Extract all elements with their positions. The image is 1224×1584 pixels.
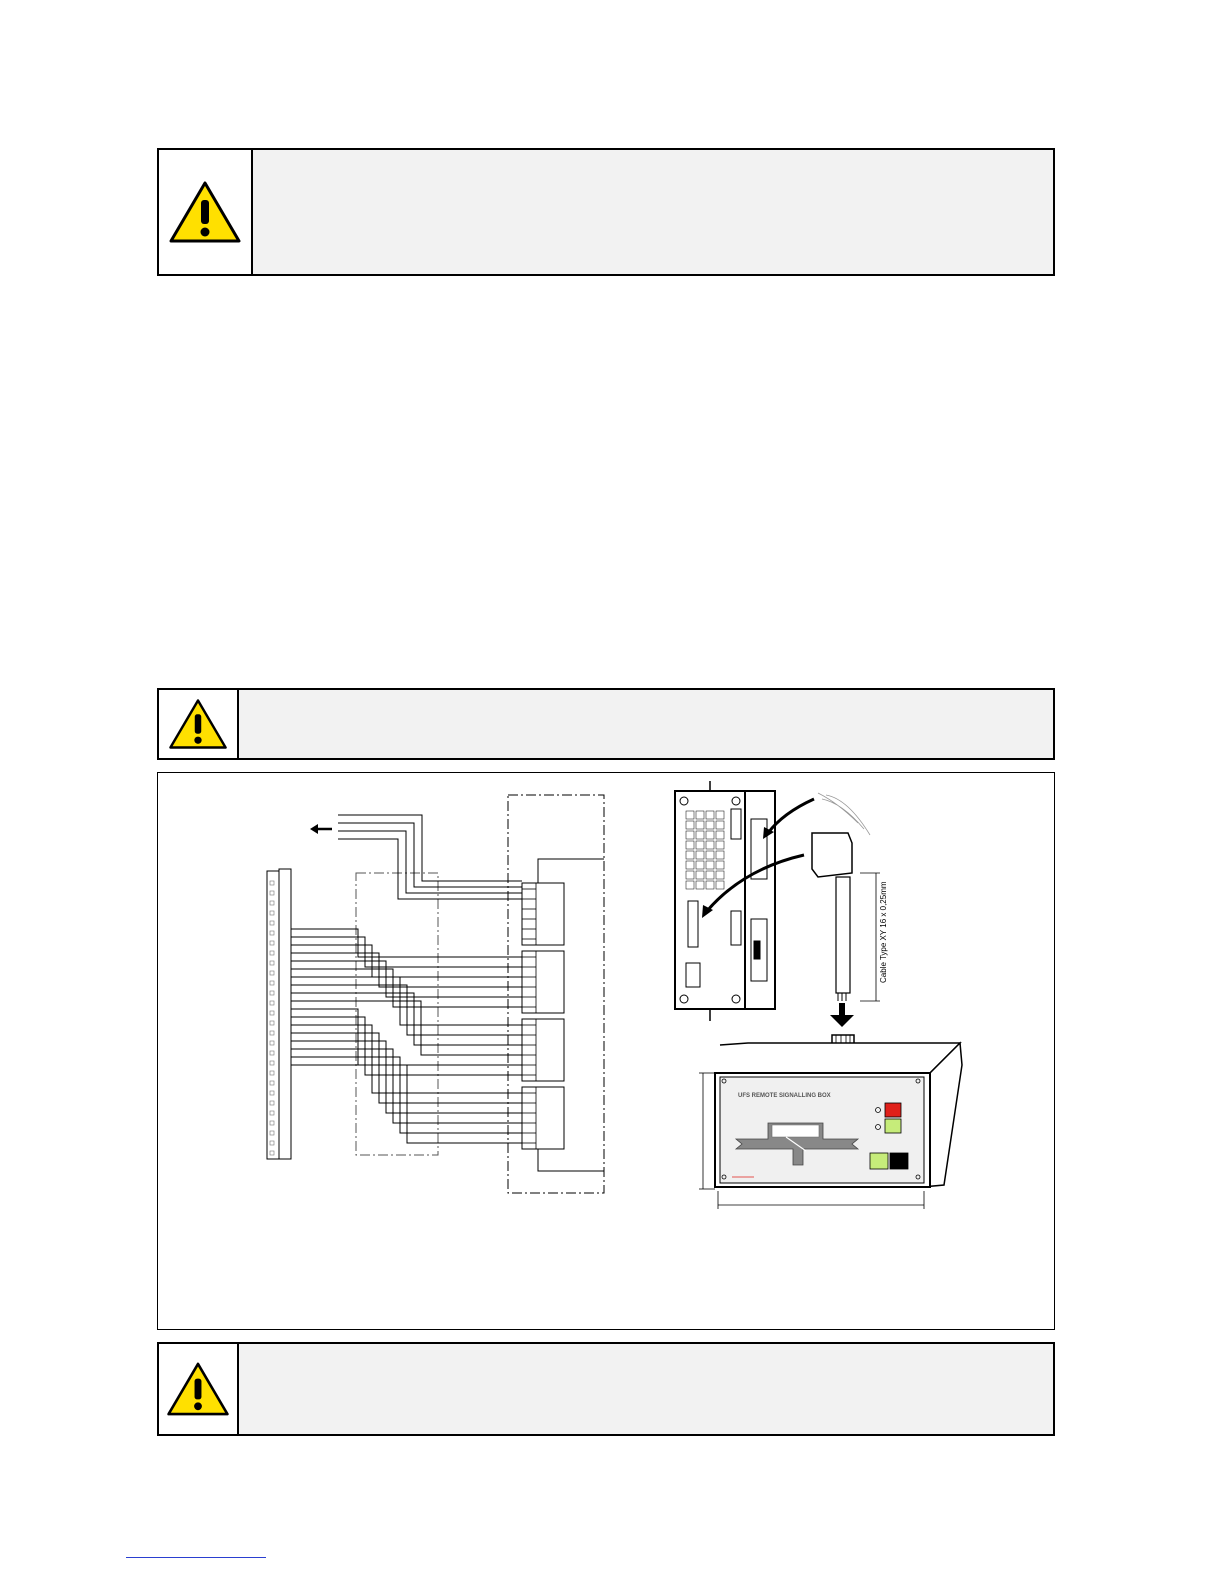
wiring-diagram-figure	[157, 772, 1055, 1330]
wiring-diagram	[158, 773, 1056, 1331]
red-indicator	[885, 1103, 901, 1117]
warning-triangle-icon	[166, 1361, 230, 1417]
green-button	[870, 1153, 888, 1169]
warning-icon-cell	[159, 690, 239, 758]
cable-type-label: Cable Type XY 16 x 0,25mm	[879, 881, 888, 983]
signalling-device-illustration	[675, 781, 962, 1209]
black-button	[890, 1153, 908, 1169]
green-indicator	[885, 1119, 901, 1133]
warning-box-middle	[157, 688, 1055, 760]
panel-title: UFS REMOTE SIGNALLING BOX	[738, 1093, 831, 1099]
warning-triangle-icon	[168, 698, 228, 750]
warning-triangle-icon	[168, 180, 242, 244]
connector-wiring-diagram	[267, 795, 604, 1193]
warning-box-bottom	[157, 1342, 1055, 1436]
wires	[291, 929, 522, 1143]
warning-icon-cell	[159, 1344, 239, 1434]
warning-icon-cell	[159, 150, 253, 274]
footnote-rule	[126, 1557, 266, 1558]
warning-box-top	[157, 148, 1055, 276]
